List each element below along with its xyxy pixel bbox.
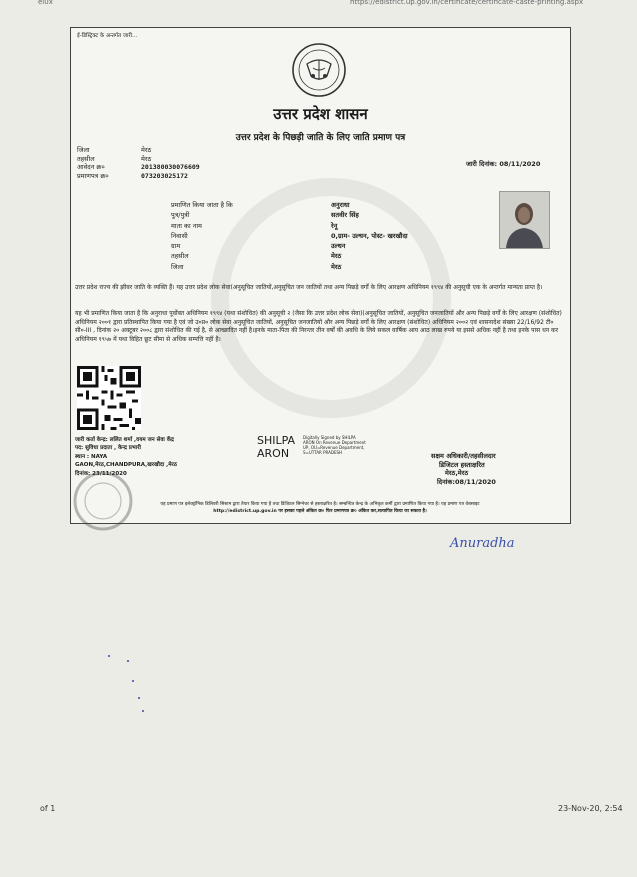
certificate-frame [70, 27, 571, 524]
info-block [77, 146, 200, 180]
qr-code-icon [77, 366, 141, 430]
issue-date: जारी दिनांक: 08/11/2020 [466, 160, 541, 168]
detail-row: प्रमाणित किया जाता है कि अनुराधा [171, 201, 350, 209]
print-timestamp: 23-Nov-20, 2:54 [558, 804, 623, 813]
digital-signer-name: SHILPA ARON [257, 434, 296, 460]
certificate-subtitle: उत्तर प्रदेश के पिछड़ी जाति के लिए जाति प्रमाण पत्र [235, 133, 406, 143]
officer-block: सक्षम अधिकारी/तहसीलदार डिजिटल हस्ताक्षरित मेरठ,मेरठ दिनांक:08/11/2020 [431, 452, 496, 486]
ink-dot [138, 697, 140, 699]
caste-paragraph: उत्तर प्रदेश राज्य की झीवर जाति के व्यक्ति हैं। यह उत्तर प्रदेश लोक सेवा(अनुसूचित जातियों,अनुसूचित जन जातियों तथा अन्य पिछड़े वर्गों के लिए आरक्षण अधिनियम १९९४ की अनुसूची एक के अन्तर्गत मान्यता प्राप्त है। [75, 284, 543, 291]
declaration-paragraph: यह भी प्रमाणित किया जाता है कि अनुराधा पूर्वोक्त अधिनियम १९९४ (यथा संशोधित) की अनुसूची २ (जैसा कि उत्तर प्रदेश लोक सेवा)(अनुसूचित जातियों, अनुसूचित जनजातियों और अन्य पिछड़े वर्गों के लिए आरक्षण (संशोधित) अधिनियम २००१ द्वारा प्रतिस्थापित किया गया है एवं जो उ०प्र० लोक सेवा अनुसूचित जातियों, अनुसूचित जनजातियों और अन्य पिछड़े वर्गों के लिए आरक्षण (संशोधित) अधिनियम २००२ एवं शासनादेश संख्या 22/16/92 टी० सी०-III , दिनांक २० अक्टूबर २००८ द्वारा संशोधित की गई है, से आच्छादित नहीं है।इनके माता-पिता की निरन्तर तीन वर्षों की अवधि के लिये सकल वार्षिक आय आठ लाख रुपये या इससे अधिक नहीं है तथा इनके पास धन कर अधिनियम १९५७ में यथा विहित छूट सीमा से अधिक सम्पत्ति नहीं है। [75, 310, 562, 343]
center-stamp-icon [72, 470, 134, 532]
up-state-emblem-icon [291, 42, 347, 98]
person-photo-icon [500, 192, 549, 248]
applicant-signature: Anuradha [450, 536, 515, 551]
print-header [0, 0, 637, 14]
certificate-title: उत्तर प्रदेश शासन [273, 105, 368, 123]
detail-row: निवासी 0,ग्राम- उल्धन, पोस्ट- खरखौदा [171, 231, 408, 240]
info-row: प्रमाणपत्र क्र० 073203025172 [77, 171, 188, 180]
detail-row: ग्राम उल्धन [171, 242, 346, 251]
ink-dot [108, 655, 110, 657]
ink-dot [127, 660, 129, 662]
detail-row: तहसील मेरठ [171, 252, 342, 261]
applicant-photo [499, 191, 550, 249]
details-block [171, 200, 408, 272]
digital-sign-info: Digitally Signed by SHILPA ARON On Revenue Department UP, OU=Revenue Department, S=UTTAR PRADESH [303, 435, 366, 455]
page-count: of 1 [40, 804, 56, 813]
detail-row: माता का नाम रेनू [171, 221, 338, 230]
detail-row: पुत्र/पुत्री सतवीर सिंह [171, 211, 359, 220]
info-row: तहसील मेरठ [77, 154, 152, 163]
ink-dot [142, 710, 144, 712]
info-row: आवेदन क्र० 201380030076609 [77, 163, 200, 171]
print-header-url: https://edistrict.up.gov.in/certificate/certificate-caste-printing.aspx [350, 0, 584, 6]
edistrict-note: ई-डिस्ट्रिक्ट के अन्तर्गत जारी... [77, 33, 138, 39]
ink-dot [132, 680, 134, 682]
info-row: जिला मेरठ [77, 146, 152, 154]
verification-note: यह प्रमाण पत्र इलेक्ट्रॉनिक डिलिवरी सिस्टम द्वारा तैयार किया गया है तथा डिजिटल सिग्नेचर से हस्ताक्षरित है। सम्बन्धित केन्द्र के अभिकृत कर्मी द्वारा प्रमाणित किया गया है। यह प्रमाण पत्र वेबसाइट http://edistrict.up.gov.in पर इसका पहले अंकित क्र० फिर प्रमाणपत्र क्र० अंकित कर,सत्यापित किया जा सकता है। [160, 502, 480, 514]
issuer-block: जारी कर्ता केन्द्र: ललित शर्मा ,वयम जन सेवा केंद्र पद: सुविधा प्रदाता , केन्द्र प्रभारी स्थान : NAYA GAON,मेरठ,CHANDPURA,खरखौदा ,मेरठ दिनांक: 23/11/2020 [75, 437, 177, 477]
print-header-left: ei0x [38, 0, 53, 6]
detail-row: जिला मेरठ [171, 262, 342, 271]
